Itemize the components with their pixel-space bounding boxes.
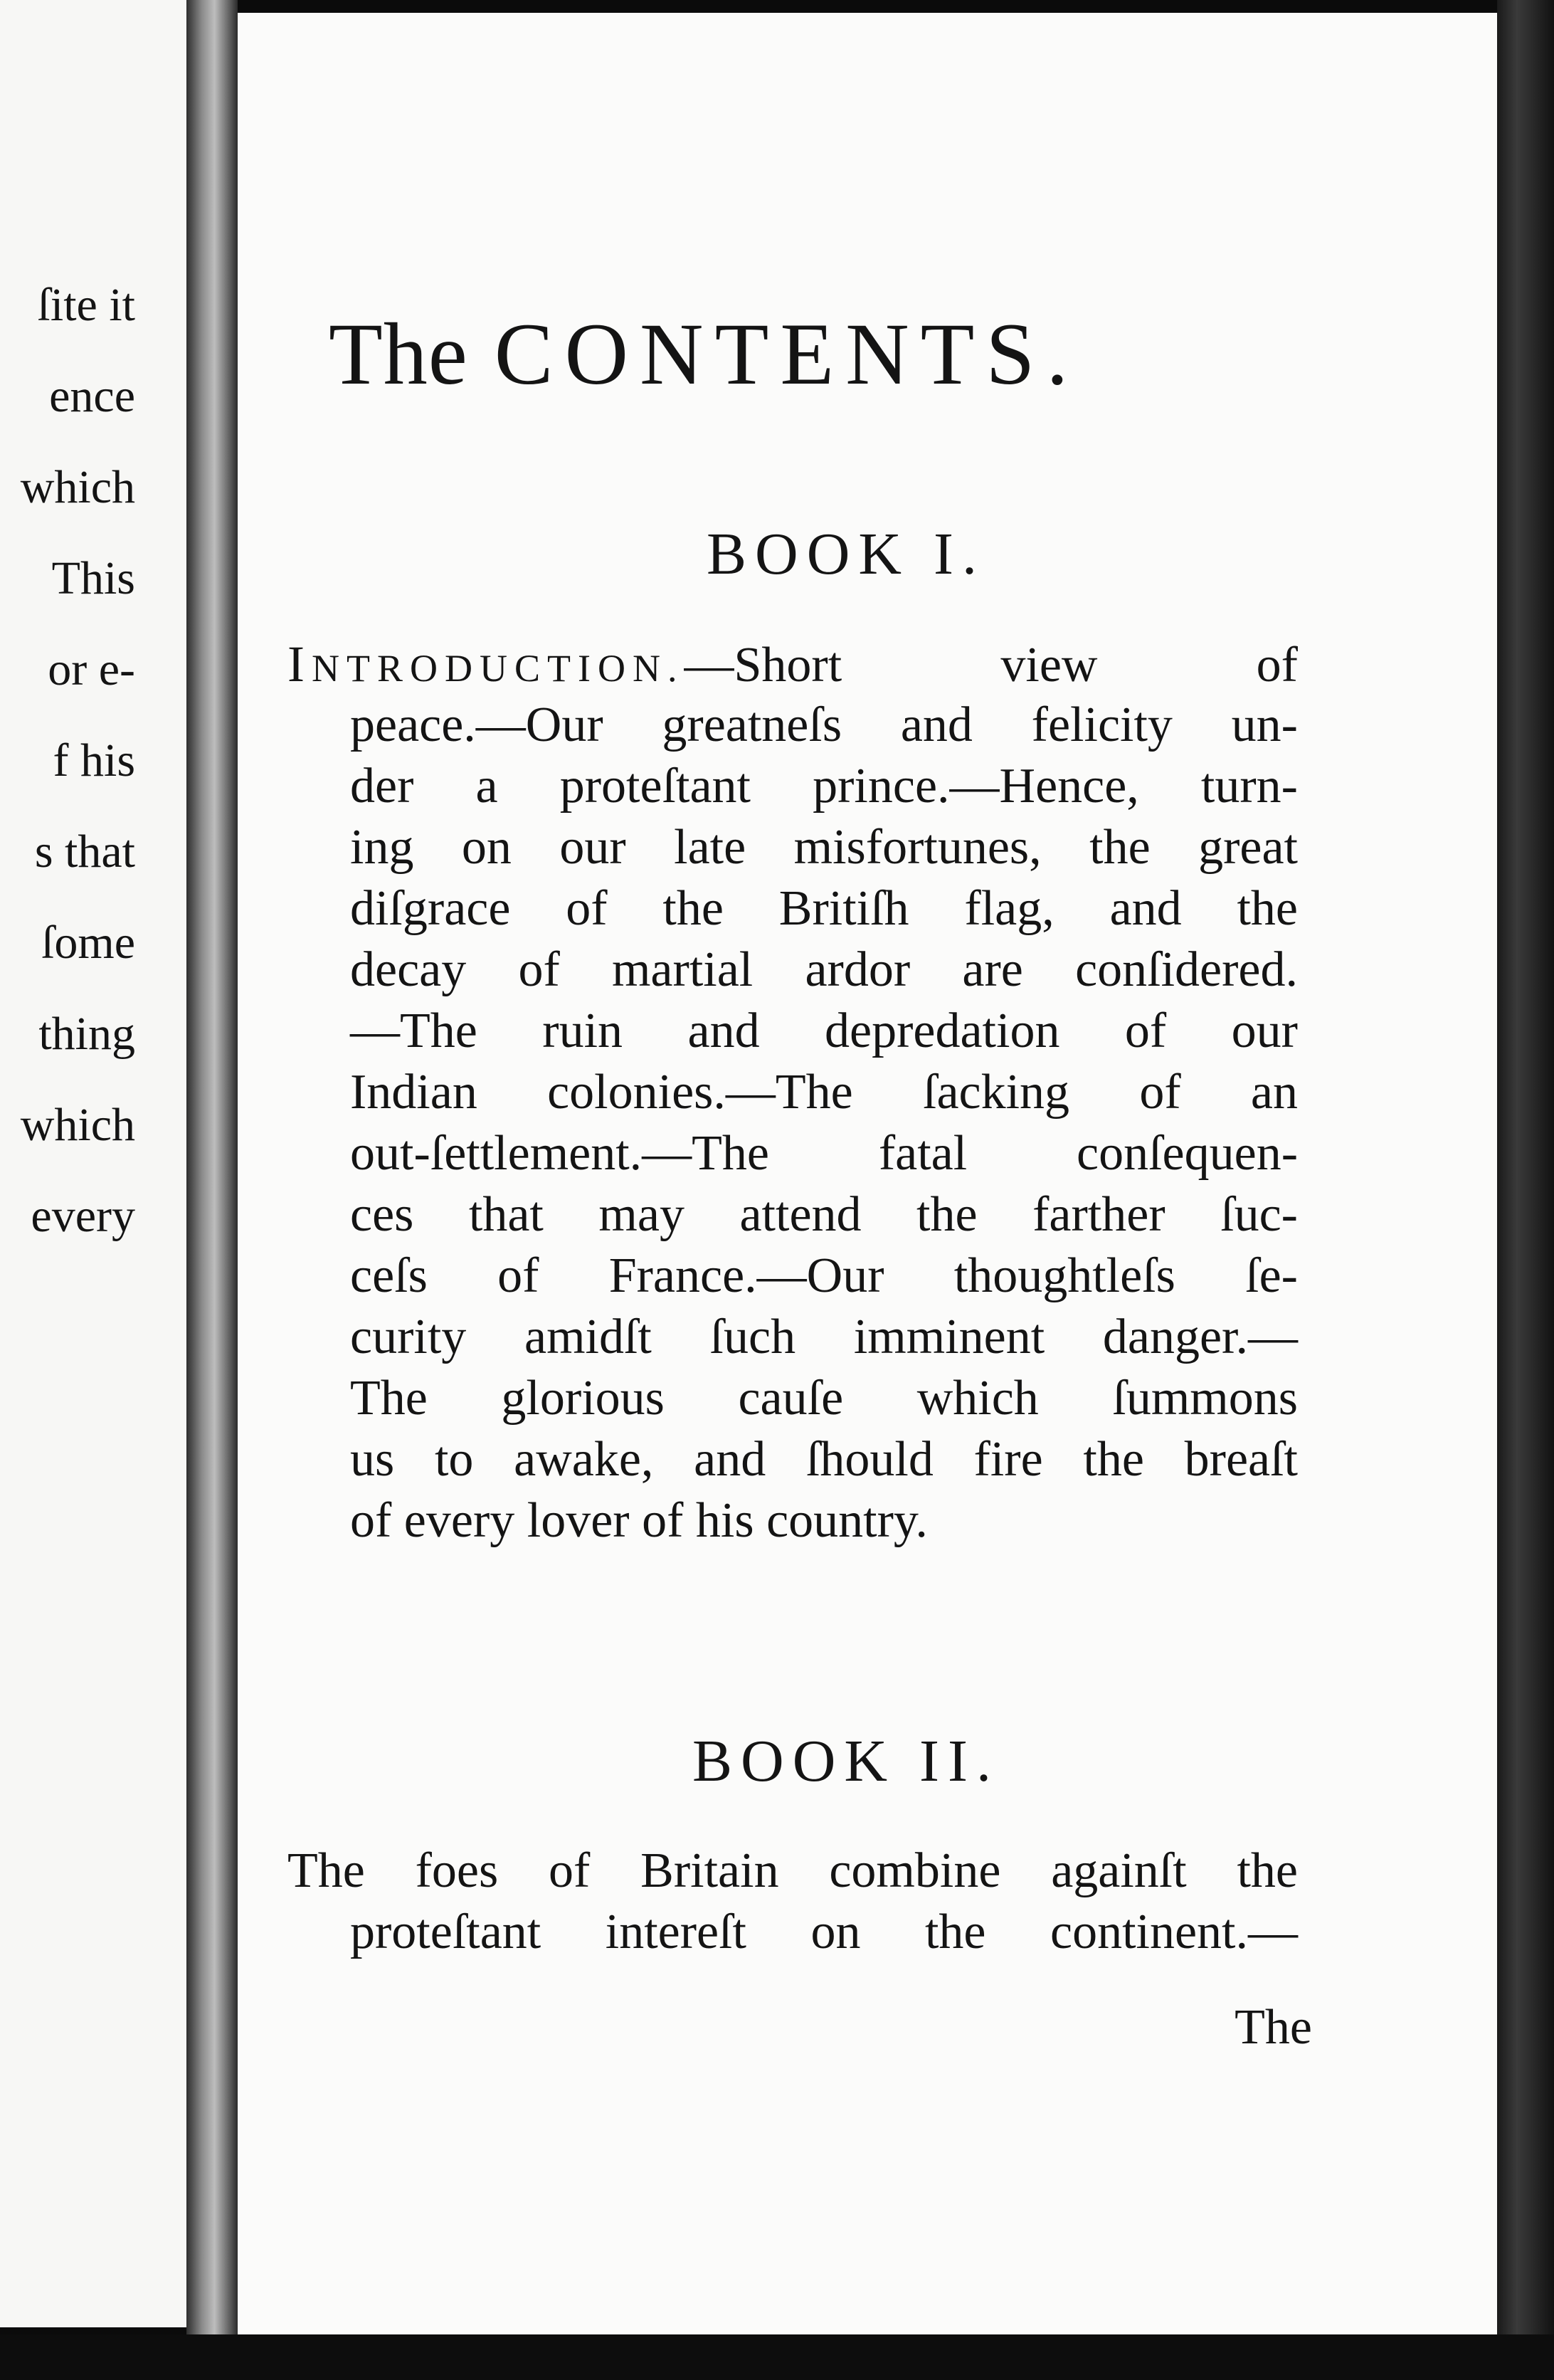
scan-border: [0, 2334, 1554, 2380]
book-two-heading: BOOK II.: [692, 1728, 1000, 1794]
left-line: thing: [38, 1008, 135, 1060]
page-title: [329, 301, 1079, 408]
summary-line: ces that may attend the farther ſuc-: [350, 1187, 1298, 1242]
summary-line: der a proteſtant prince.—Hence, turn-: [350, 759, 1298, 813]
book-one-summary: [287, 633, 1298, 1552]
summary-line: The glorious cauſe which ſummons: [350, 1371, 1298, 1426]
summary-line: ceſs of France.—Our thoughtleſs ſe-: [350, 1248, 1298, 1303]
summary-line: us to awake, and ſhould fire the breaſt: [350, 1432, 1298, 1487]
summary-line: The foes of Britain combine againſt the: [287, 1843, 1298, 1898]
left-line: ence: [49, 370, 135, 422]
left-line: ſite it: [37, 279, 135, 331]
book-two-summary: [287, 1841, 1298, 1963]
book-one-heading: BOOK I.: [707, 521, 985, 587]
book-gutter: [186, 0, 238, 2349]
title-contents: CONTENTS.: [494, 305, 1080, 403]
left-line: ſome: [41, 917, 135, 969]
summary-line: INTRODUCTION.—Short view of: [287, 636, 1298, 693]
left-line: or e-: [48, 643, 135, 695]
left-facing-page: [0, 0, 186, 2327]
catchword: The: [1235, 2000, 1312, 2055]
summary-line: ing on our late misfortunes, the great: [350, 820, 1298, 875]
summary-line: decay of martial ardor are conſidered.: [350, 942, 1298, 997]
summary-line: proteſtant intereſt on the continent.—: [350, 1905, 1298, 1959]
left-line: every: [31, 1190, 135, 1242]
summary-line: —The ruin and depredation of our: [350, 1004, 1298, 1058]
title-the: The: [329, 305, 468, 403]
intro-smallcaps: INTRODUCTION.: [287, 636, 684, 693]
left-line: which: [20, 1099, 135, 1151]
contents-page: [238, 13, 1497, 2334]
left-line: s that: [34, 826, 135, 878]
left-line: which: [20, 461, 135, 513]
summary-line: out-ſettlement.—The fatal conſequen-: [350, 1126, 1298, 1181]
summary-line: Indian colonies.—The ſacking of an: [350, 1065, 1298, 1120]
summary-line: of every lover of his country.: [350, 1493, 928, 1548]
summary-line: diſgrace of the Britiſh flag, and the: [350, 881, 1298, 936]
summary-line: curity amidſt ſuch imminent danger.—: [350, 1310, 1298, 1364]
left-line: This: [51, 552, 135, 604]
summary-line: peace.—Our greatneſs and felicity un-: [350, 697, 1298, 752]
page-edge: [1497, 0, 1554, 2349]
left-page-text: [21, 260, 135, 1262]
left-line: f his: [53, 734, 135, 786]
